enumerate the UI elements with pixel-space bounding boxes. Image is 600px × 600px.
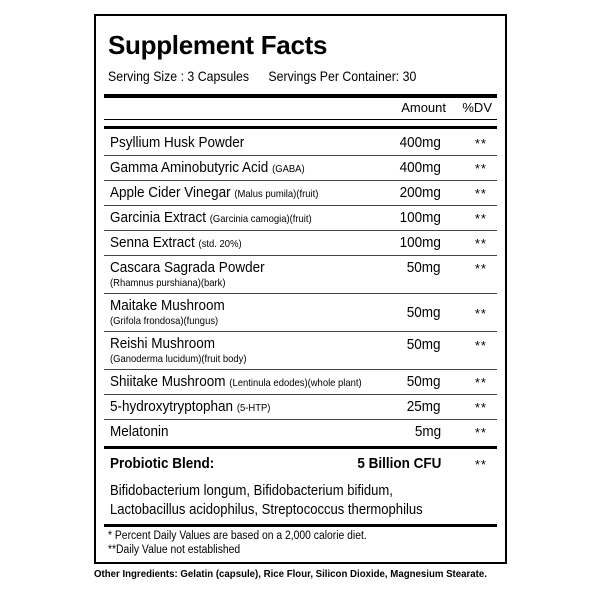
ingredient-dv: **	[474, 186, 487, 201]
ingredient-detail: (Malus pumila)(fruit)	[234, 188, 319, 200]
ingredient-dv: **	[474, 425, 487, 440]
ingredient-detail: (Garcinia camogia)(fruit)	[209, 213, 312, 225]
ingredient-detail: (Grifola frondosa)(fungus)	[110, 315, 219, 327]
ingredient-dv: **	[474, 236, 487, 251]
ingredient-name: Gamma Aminobutyric Acid	[110, 159, 269, 176]
ingredient-amount: 50mg	[407, 336, 441, 353]
ingredient-dv: **	[474, 306, 487, 321]
ingredient-row	[104, 256, 497, 294]
ingredient-name: 5-hydroxytryptophan	[110, 398, 234, 415]
amount-header: Amount	[401, 100, 446, 115]
probiotic-dv: **	[474, 457, 487, 472]
ingredient-amount: 400mg	[399, 134, 441, 151]
ingredient-dv: **	[474, 211, 487, 226]
ingredient-amount: 400mg	[399, 159, 441, 176]
ingredient-name: Reishi Mushroom	[110, 335, 216, 352]
probiotic-row	[104, 450, 497, 478]
ingredient-row	[104, 420, 497, 445]
strains-line-2: Lactobacillus acidophilus, Streptococcus thermophilus	[110, 502, 423, 518]
probiotic-amount: 5 Billion CFU	[356, 455, 441, 472]
probiotic-strains	[110, 482, 423, 520]
ingredient-detail: (Lentinula edodes)(whole plant)	[229, 377, 362, 389]
ingredient-amount: 5mg	[414, 423, 441, 440]
ingredient-amount: 50mg	[407, 373, 441, 390]
divider-header	[104, 119, 497, 120]
ingredient-detail: (Rhamnus purshiana)(bark)	[110, 277, 226, 289]
strains-line-1: Bifidobacterium longum, Bifidobacterium bifidum,	[110, 483, 393, 499]
dv-header: %DV	[462, 100, 492, 115]
ingredient-amount: 25mg	[407, 398, 441, 415]
ingredient-amount: 100mg	[399, 234, 441, 251]
other-ingredients: Other Ingredients: Gelatin (capsule), Rice Flour, Silicon Dioxide, Magnesium Stearate.	[94, 568, 487, 580]
ingredient-row	[104, 231, 497, 256]
probiotic-label: Probiotic Blend:	[110, 455, 215, 472]
ingredient-row	[104, 395, 497, 420]
divider-thick-top	[104, 94, 497, 98]
ingredient-name: Maitake Mushroom	[110, 297, 225, 314]
ingredient-row	[104, 181, 497, 206]
ingredient-dv: **	[474, 338, 487, 353]
ingredient-row	[104, 206, 497, 231]
ingredient-detail: (5-HTP)	[236, 402, 271, 414]
ingredient-row	[104, 131, 497, 156]
ingredient-name: Apple Cider Vinegar	[110, 184, 231, 201]
ingredient-dv: **	[474, 161, 487, 176]
ingredient-detail: (GABA)	[272, 163, 305, 175]
ingredient-detail: (std. 20%)	[198, 238, 242, 250]
divider-thick-footnote	[104, 524, 497, 527]
footnote-dv-basis: * Percent Daily Values are based on a 2,000 calorie diet.	[108, 530, 367, 542]
serving-info	[108, 68, 416, 84]
panel-title: Supplement Facts	[108, 30, 328, 60]
footnotes	[108, 529, 367, 557]
ingredient-amount: 200mg	[399, 184, 441, 201]
ingredient-dv: **	[474, 375, 487, 390]
ingredient-row	[104, 294, 497, 332]
ingredient-dv: **	[474, 400, 487, 415]
ingredient-amount: 50mg	[407, 304, 441, 321]
ingredient-name: Psyllium Husk Powder	[110, 134, 245, 151]
ingredient-dv: **	[474, 261, 487, 276]
ingredient-row	[104, 156, 497, 181]
ingredient-name: Shiitake Mushroom	[110, 373, 226, 390]
ingredient-amount: 50mg	[407, 259, 441, 276]
divider-thick-header	[104, 126, 497, 129]
ingredient-amount: 100mg	[399, 209, 441, 226]
ingredient-name: Garcinia Extract	[110, 209, 207, 226]
ingredient-dv: **	[474, 136, 487, 151]
ingredient-row	[104, 332, 497, 370]
footnote-dv-not-established: **Daily Value not established	[108, 544, 241, 556]
ingredient-row	[104, 370, 497, 395]
ingredient-name: Cascara Sagrada Powder	[110, 259, 265, 276]
divider-thick-probiotic	[104, 446, 497, 449]
ingredient-name: Melatonin	[110, 423, 169, 440]
ingredient-name: Senna Extract	[110, 234, 195, 251]
servings-per-container: Servings Per Container: 30	[268, 68, 417, 84]
serving-size: Serving Size : 3 Capsules	[108, 68, 250, 84]
ingredient-detail: (Ganoderma lucidum)(fruit body)	[110, 353, 247, 365]
supplement-facts-panel	[94, 14, 507, 564]
